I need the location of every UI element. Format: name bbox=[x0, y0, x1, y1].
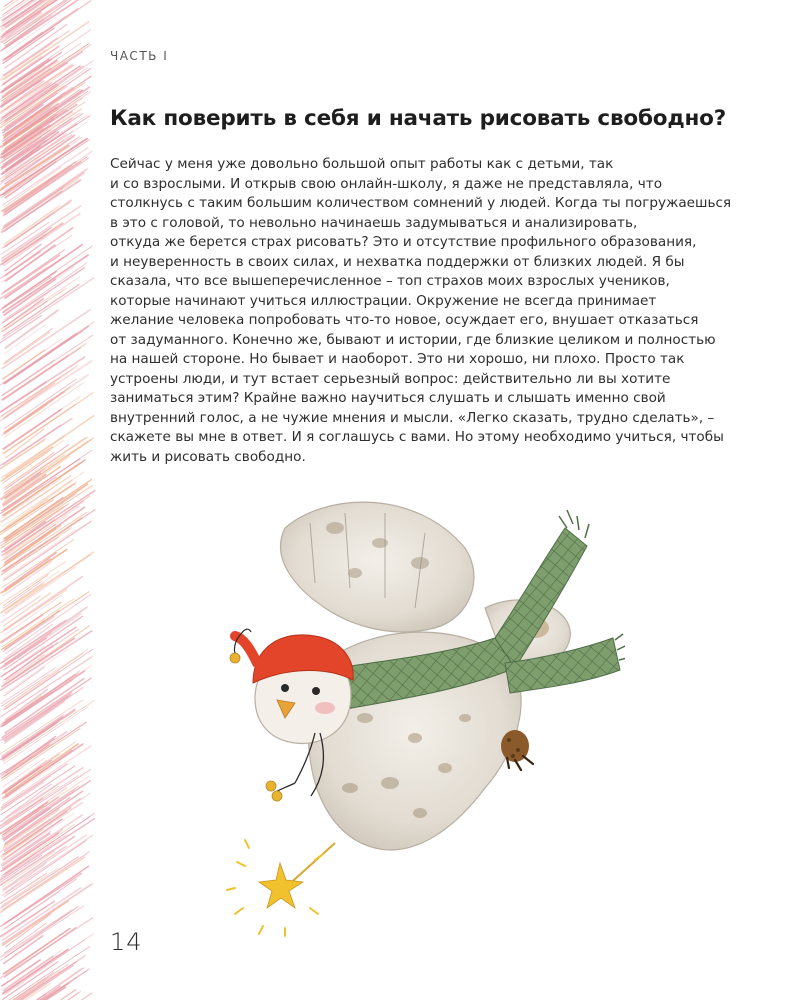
paragraph-line: устроены люди, и тут встает серьезный вопрос: действительно ли вы хотите bbox=[110, 370, 671, 387]
paragraph-line: заниматься этим? Крайне важно научиться слушать и слышать именно свой bbox=[110, 390, 666, 406]
bell-icon bbox=[266, 781, 282, 801]
section-label: ЧАСТЬ I bbox=[110, 49, 169, 63]
paragraph-line: столкнусь с таким большим количеством сомнений у людей. Когда ты погружаешься bbox=[110, 195, 732, 211]
body-paragraph bbox=[110, 155, 750, 467]
owl-illustration bbox=[215, 488, 625, 958]
paragraph-line: и неуверенность в своих силах, и нехватка поддержки от близких людей. Я бы bbox=[110, 253, 685, 270]
paragraph-line: откуда же берется страх рисовать? Это и отсутствие профильного образования, bbox=[110, 234, 697, 250]
crayon-margin-decoration bbox=[0, 0, 96, 1000]
paragraph-line: от задуманного. Конечно же, бывают и истории, где близкие целиком и полностью bbox=[110, 331, 716, 348]
paragraph-line: внутренний голос, а не чужие мнения и мысли. «Легко сказать, трудно сделать», – bbox=[110, 409, 715, 426]
paragraph-line: на нашей стороне. Но бывает и наоборот. Это ни хорошо, ни плохо. Просто так bbox=[110, 351, 685, 367]
paragraph-line: Сейчас у меня уже довольно большой опыт работы как с детьми, так bbox=[110, 156, 614, 172]
paragraph-line: желание человека попробовать что-то новое, осуждает его, внушает отказаться bbox=[110, 312, 699, 328]
paragraph-line: которые начинают учиться иллюстрации. Окружение не всегда принимает bbox=[110, 292, 657, 309]
paragraph-line: скажете вы мне в ответ. И я соглашусь с вами. Но этому необходимо учиться, чтобы bbox=[110, 429, 724, 445]
owl-wing-upper bbox=[281, 502, 474, 632]
page-number: 14 bbox=[110, 928, 143, 956]
paragraph-line: сказала, что все вышеперечисленное – топ страхов моих взрослых учеников, bbox=[110, 273, 670, 289]
paragraph-line: и со взрослыми. И открыв свою онлайн-школу, я даже не представляла, что bbox=[110, 175, 663, 192]
chapter-title: Как поверить в себя и начать рисовать свободно? bbox=[110, 106, 727, 131]
star-wand bbox=[227, 840, 335, 936]
paragraph-line: в это с головой, то невольно начинаешь задумываться и анализировать, bbox=[110, 214, 638, 231]
paragraph-line: жить и рисовать свободно. bbox=[110, 448, 306, 465]
owl-foot bbox=[501, 730, 533, 770]
